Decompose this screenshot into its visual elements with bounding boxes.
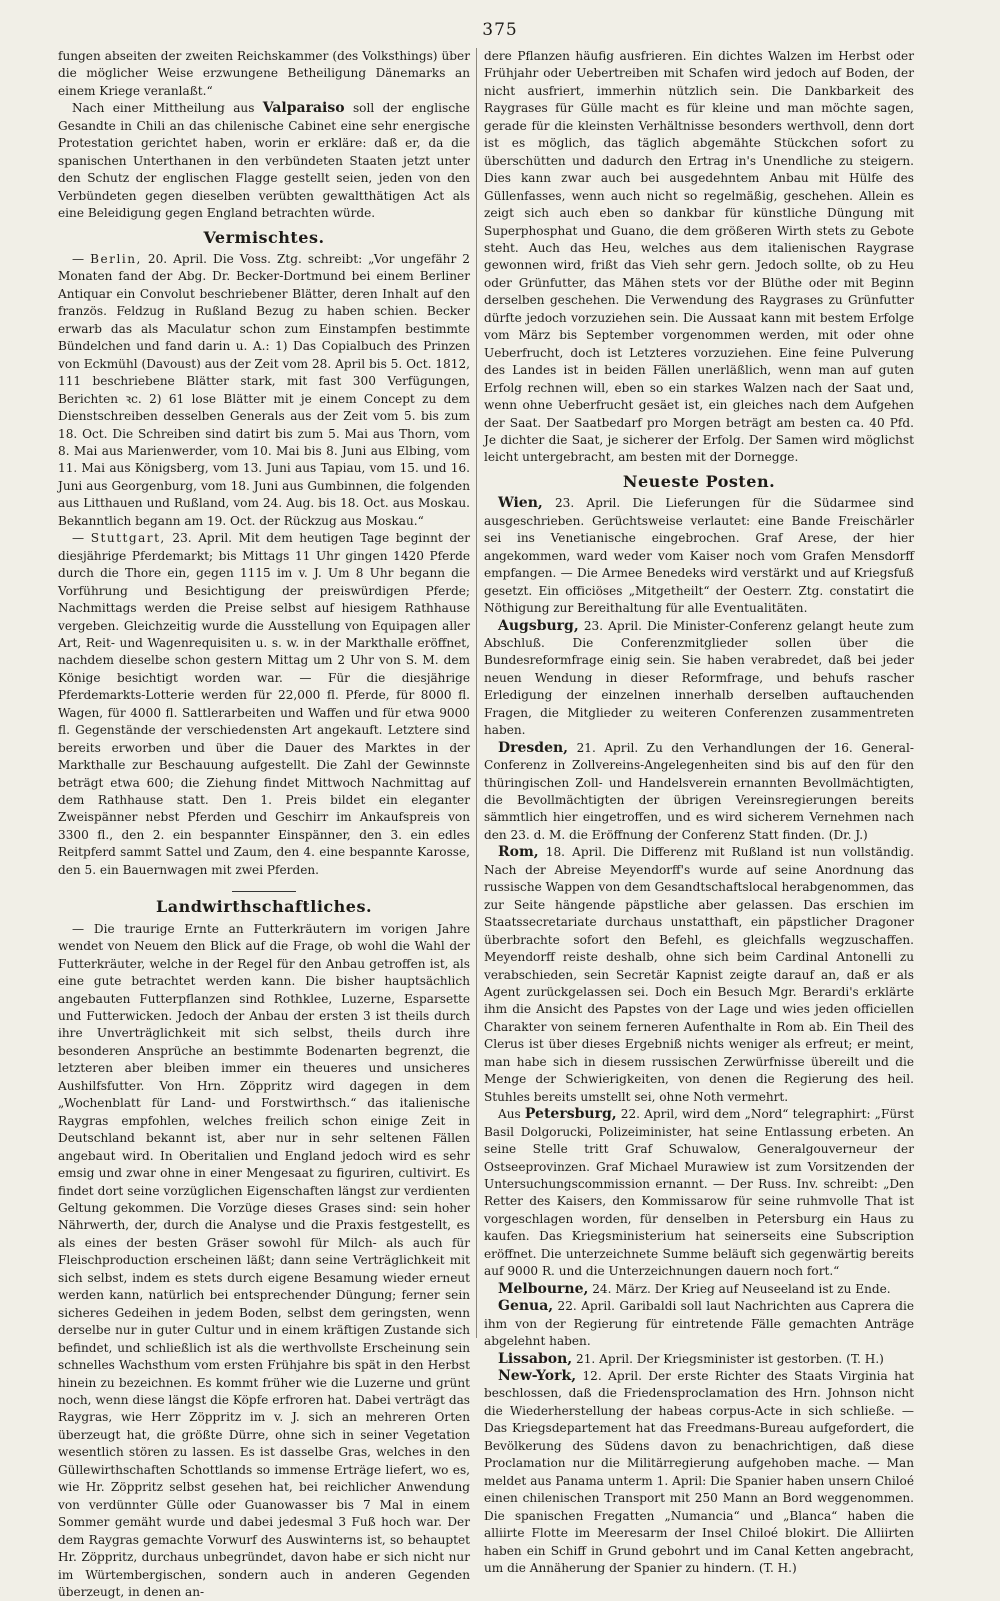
rom-paragraph — [484, 844, 914, 1106]
right-column — [484, 48, 914, 1577]
raygras-paragraph: — Die traurige Ernte an Futterkräutern im vorigen Jahre wendet von Neuem den Blick auf die Frage, ob wohl die Wahl der Futterkräuter, welche in der Regel für den Anbau getroffen ist, als eine gute betrachtet werden kann. Die bisher hauptsächlich angebauten Futterpflanzen sind Rothklee, Luzerne, Esparsette und Futterwicken. Jedoch der Anbau der ersten 3 ist theils durch ihre Unverträglichkeit mit sich selbst, theils durch ihre besonderen Ansprüche an bestimmte Bodenarten begrenzt, die letzteren aber bleiben immer ein theueres und unsicheres Aushilfsfutter. Von Hrn. Zöppritz wird dagegen in dem „Wochenblatt für Land- und Forstwirthsch.“ das italienische Raygras empfohlen, welches freilich schon einige Zeit in Deutschland bekannt ist, aber nur in sehr seltenen Fällen angebaut wird. In Oberitalien und England jedoch wird es sehr emsig und zwar ohne in einer Mengesaat zu figuriren, cultivirt. Es findet dort seine vorzüglichen Eigenschaften längst zur verdienten Geltung gekommen. Die Vorzüge dieses Grases sind: sein hoher Nährwerth, der, durch die Analyse und die Praxis festgestellt, es als eines der besten Gräser sowohl für Milch- als auch für Fleischproduction erscheinen läßt; dann seine Verträglichkeit mit sich selbst, indem es stets durch eigene Besamung wieder erneut werden kann, natürlich bei entsprechender Düngung; ferner sein sicheres Gedeihen in jedem Boden, selbst dem geringsten, wenn derselbe nur in guter Cultur und in einem kräftigen Zustande sich befindet, und schließlich ist als die werthvollste Erscheinung sein schnelles Wachsthum vom ersten Frühjahre bis spät in den Herbst hinein zu bezeichnen. Es kommt früher wie die Luzerne und grünt noch, wenn diese längst die Köpfe erfroren hat. Dabei verträgt das Raygras, wie Herr Zöppritz im v. J. sich an mehreren Orten überzeugt hat, die größte Dürre, ohne sich in seiner Vegetation wesentlich stören zu lassen. Es ist dasselbe Gras, welches in den Güllewirthschaften Schottlands so immense Erträge liefert, wo es, wie Hr. Zöppritz selbst gesehen hat, bei reichlicher Anwendung von verdünnter Gülle oder Guanowasser bis 7 Mal in einem Sommer gemäht wurde und dabei jedesmal 3 Fuß hoch war. Der dem Raygras gemachte Vorwurf des Auswinterns ist, so behauptet Hr. Zöppritz, durchaus unbegründet, davon habe er sich nicht nur im Würtembergischen, sondern auch in anderen Gegenden überzeugt, in denen an- — [58, 921, 470, 1599]
section-divider — [232, 891, 296, 892]
melbourne-paragraph — [484, 1281, 914, 1298]
dresden-place: Dresden, — [498, 739, 569, 756]
rom-place: Rom, — [498, 844, 539, 861]
wien-text: 23. April. Die Lieferungen für die Südarmee sind ausgeschrieben. Gerüchtsweise verlautet: eine Bande Freischärler sei ins Venetianische eingebrochen. Graf Arese, der hier angekommen, ward weder vom Kaiser noch vom Grafen Mensdorff empfangen. — Die Armee Benedeks wird verstärkt und auf Kriegsfuß gesetzt. Ein officiöses „Mitgetheilt“ der Oesterr. Ztg. constatirt die Nöthigung zur Bereithaltung für alle Eventualitäten. — [484, 496, 914, 616]
dresden-text: 21. April. Zu den Verhandlungen der 16. General-Conferenz in Zollvereins-Angelegenheiten sind bis auf den für den thüringischen Zoll- und Handelsverein ernannten Bevollmächtigten, die Bevollmächtigten der übrigen Vereinsregierungen bereits sämmtlich hier eingetroffen, und es wird sicherem Vernehmen nach den 23. d. M. die Eröffnung der Conferenz Statt finden. (Dr. J.) — [484, 740, 914, 842]
genua-place: Genua, — [498, 1298, 554, 1315]
valparaiso-paragraph — [58, 100, 470, 222]
newyork-text: 12. April. Der erste Richter des Staats Virginia hat beschlossen, daß die Friedensproclamation des Hrn. Johnson nicht die Wiederherstellung der habeas corpus-Acte in sich schließe. — Das Kriegsdepartement hat das Freedmans-Bureau aufgefordert, die Bevölkerung des Südens davon zu benachrichtigen, daß diese Proclamation nur die Militärregierung aufgehoben mache. — Man meldet aus Panama unterm 1. April: Die Spanier haben unsern Chiloé einen chilenischen Transport mit 250 Mann an Bord weggenommen. Die spanischen Fregatten „Numancia“ und „Blanca“ haben die alliirte Flotte im Meeresarm der Insel Chiloé blokirt. Die Alliirten haben ein Schiff in Grund gebohrt und im Canal Ketten angebracht, um die Annäherung der Spanier zu hindern. (T. H.) — [484, 1368, 914, 1575]
column-divider — [476, 48, 477, 1338]
melbourne-text: 24. März. Der Krieg auf Neuseeland ist zu Ende. — [592, 1281, 891, 1296]
stuttgart-paragraph — [58, 530, 470, 879]
stuttgart-text: 23. April. Mit dem heutigen Tage beginnt der diesjährige Pferdemarkt; bis Mittags 11 Uhr gingen 1420 Pferde durch die Thore ein, gegen 1115 im v. J. Um 8 Uhr begann die Vorführung und Besichtigung der preiswürdigen Pferde; Nachmittags werden die Preise selbst auf hiesigem Rathhause vergeben. Gleichzeitig wurde die Ausstellung von Equipagen aller Art, Reit- und Wagenrequisiten u. s. w. in der Markthalle eröffnet, nachdem dieselbe schon gestern Mittag um 2 Uhr von S. M. dem Könige besichtigt worden war. — Für die diesjährige Pferdemarkts-Lotterie werden für 22,000 fl. Pferde, für 8000 fl. Wagen, für 4000 fl. Sattlerarbeiten und Waffen und für etwa 9000 fl. Gegenstände der verschiedensten Art angekauft. Letztere sind bereits erworben und über die Dauer des Marktes in der Markthalle zur Beschauung aufgestellt. Die Zahl der Gewinnste beträgt etwa 600; die Ziehung findet Mittwoch Nachmittag auf dem Rathhause statt. Den 1. Preis bildet ein eleganter Zweispänner nebst Pferden und Geschirr im Ankaufspreis von 3300 fl., den 2. ein bespannter Einspänner, den 3. ein edles Reitpferd sammt Sattel und Zaum, den 4. eine bespannte Karosse, den 5. ein Bauernwagen mit zwei Pferden. — [58, 531, 470, 877]
dresden-paragraph — [484, 740, 914, 845]
berlin-dash: — — [72, 251, 85, 266]
newyork-place: New-York, — [498, 1367, 577, 1384]
section-title-neueste-posten: Neueste Posten. — [622, 471, 776, 491]
petersburg-paragraph — [484, 1106, 914, 1281]
rom-text: 18. April. Die Differenz mit Rußland ist nun vollständig. Nach der Abreise Meyendorff's wurde auf seine Anordnung das russische Wappen von dem Gesandtschaftslocal herabgenommen, das zur Seite hängende päpstliche aber gelassen. Das erschien im Staatssecretariate durchaus unstatthaft, ein päpstlicher Dragoner überbrachte sofort den Befehl, es gleichfalls wegzuschaffen. Meyendorff reiste deshalb, ohne sich beim Cardinal Antonelli zu verabschieden, sein Secretär Kapnist zeigte darauf an, daß er als Agent zurückgelassen sei. Doch ein Besuch Mgr. Berardi's erklärte ihm die Ansicht des Papstes von der Lage und wies jeden officiellen Charakter von seinem ferneren Aufenthalte in Rom ab. Ein Theil des Clerus ist über dieses Ergebniß nichts weniger als erfreut; er meint, man habe sich in diesem russischen Zerwürfnisse übereilt und die Menge der Schwierigkeiten, von denen die Regierung des heil. Stuhles bereits umstellt sei, ohne Noth vermehrt. — [484, 845, 914, 1104]
augsburg-text: 23. April. Die Minister-Conferenz gelangt heute zum Abschluß. Die Conferenzmitglieder sollen über die Bundesreformfrage einig sein. Sie haben verabredet, daß bei jeder neuen Wendung in dieser Reformfrage, und behufs rascher Erledigung der einzelnen innerhalb derselben auftauchenden Fragen, die Mitglieder zu weiteren Conferenzen zusammentreten haben. — [484, 618, 914, 738]
wien-paragraph — [484, 495, 914, 617]
stuttgart-dash: — — [72, 531, 85, 546]
intro-paragraph: fungen abseiten der zweiten Reichskammer (des Volksthings) über die möglicher Weise erzwungene Betheiligung Dänemarks an einem Kriege veranlaßt.“ — [58, 49, 470, 98]
section-title-vermischtes: Vermischtes. — [203, 227, 325, 247]
section-title-landwirthschaftliches: Landwirthschaftliches. — [155, 897, 373, 917]
valparaiso-text: soll der englische Gesandte in Chili an das chilenische Cabinet eine sehr energische Protestation gerichtet haben, worin er erkläre: daß er, da die spanischen Unterthanen in den verbündeten Staaten jetzt unter den Schutz der englischen Flagge gestellt seien, jeden von den Verbündeten gegen dieselben verübten gewaltthätigen Act als eine Beleidigung gegen England betrachten würde. — [58, 101, 470, 221]
berlin-text: 20. April. Die Voss. Ztg. schreibt: „Vor ungefähr 2 Monaten fand der Abg. Dr. Becker-Dortmund bei einem Berliner Antiquar ein Convolut beschriebener Blätter, deren Inhalt auf den französ. Feldzug in Rußland Bezug zu haben schien. Becker erwarb das als Maculatur schon zum Einstampfen bestimmte Bündelchen und fand darin u. A.: 1) Das Copialbuch des Prinzen von Eckmühl (Davoust) aus der Zeit vom 28. April bis 5. Oct. 1812, 111 beschriebene Blätter stark, mit fast 300 Verfügungen, Berichten ꝛc. 2) 61 lose Blätter mit je einem Concept zu dem Dienstschreiben desselben Generals aus der Zeit vom 5. bis zum 18. Oct. Die Schreiben sind datirt bis zum 5. Mai aus Thorn, vom 8. Mai aus Marienwerder, vom 10. Mai bis 8. Juni aus Elbing, vom 11. Mai aus Königsberg, vom 13. Juni aus Tapiau, vom 15. und 16. Juni aus Georgenburg, vom 18. Juni aus Gumbinnen, die folgenden aus Litthauen und Rußland, vom 24. Aug. bis 18. Oct. aus Moskau. Bekanntlich begann am 19. Oct. der Rückzug aus Moskau.“ — [58, 251, 470, 528]
petersburg-place: Petersburg, — [524, 1106, 617, 1123]
stuttgart-place: Stuttgart, — [90, 531, 166, 546]
augsburg-place: Augsburg, — [498, 617, 579, 634]
berlin-paragraph — [58, 251, 470, 530]
raygras-continuation: dere Pflanzen häufig ausfrieren. Ein dichtes Walzen im Herbst oder Frühjahr oder Uebertreiben mit Schafen wird jedoch auf Boden, der nicht ausfriert, immerhin nützlich sein. Die Dankbarkeit des Raygrases für Gülle macht es für kleine und man möchte sagen, gerade für die kleinsten Verhältnisse besonders werthvoll, denn dort ist es möglich, das täglich abgemähte Stückchen sofort zu überschütten und dadurch den Ertrag in's Unendliche zu steigern. Dies kann zwar auch bei ausgedehntem Anbau mit Hülfe des Güllenfasses, wenn auch nicht so regelmäßig, geschehen. Allein es zeigt sich auch eben so dankbar für künstliche Düngung mit Superphosphat und Guano, die dem größeren Wirth stets zu Gebote steht. Auch das Heu, welches aus dem italienischen Raygrase gewonnen wird, frißt das Vieh sehr gern. Jedoch sollte, ob zu Heu oder Grünfutter, das Mähen stets vor der Blüthe oder mit Beginn derselben geschehen. Die Verwendung des Raygrases zu Grünfutter dürfte jedoch vorzuziehen sein. Die Aussaat kann mit bestem Erfolge vom März bis September vorgenommen werden, mit oder ohne Ueberfrucht, doch ist Letzteres vorzuziehen. Eine feine Pulverung des Landes ist in beiden Fällen unerläßlich, wenn man auf guten Erfolg rechnen will, eben so ein starkes Walzen nach der Saat und, wenn ohne Ueberfrucht gesäet ist, ein gleiches nach dem Aufgehen der Saat. Der Saatbedarf pro Morgen beträgt am besten ca. 40 Pfd. Je dichter die Saat, je sicherer der Erfolg. Der Samen wird möglichst leicht untergebracht, am besten mit der Dornegge. — [484, 49, 914, 465]
berlin-place: Berlin, — [90, 251, 142, 266]
page-number: 375 — [482, 20, 518, 40]
valparaiso-place: Valparaiso — [262, 100, 345, 117]
lissabon-paragraph — [484, 1351, 914, 1368]
petersburg-text: 22. April, wird dem „Nord“ telegraphirt: „Fürst Basil Dolgorucki, Polizeiminister, hat seine Entlassung erbeten. An seine Stelle tritt Graf Schuwalow, Generalgouverneur der Ostseeprovinzen. Graf Michael Murawiew ist zum Vorsitzenden der Untersuchungscommission ernannt. — Der Russ. Inv. schreibt: „Den Retter des Kaisers, den Kommissarow für seine ruhmvolle That ist vorgeschlagen worden, für denselben in Petersburg ein Haus zu kaufen. Das Kriegsministerium hat seinerseits eine Subscription eröffnet. Die unterzeichnete Summe beläuft sich gegenwärtig bereits auf 9000 R. und die Unterzeichnungen dauern noch fort.“ — [484, 1107, 914, 1279]
genua-text: 22. April. Garibaldi soll laut Nachrichten aus Caprera die ihm von der Regierung für eintretende Fälle gemachten Anträge abgelehnt haben. — [484, 1299, 914, 1349]
augsburg-paragraph — [484, 618, 914, 740]
left-column — [58, 48, 470, 1601]
melbourne-place: Melbourne, — [498, 1280, 589, 1297]
genua-paragraph — [484, 1298, 914, 1350]
petersburg-lead: Aus — [498, 1107, 521, 1122]
valparaiso-lead: Nach einer Mittheilung aus — [72, 101, 255, 116]
lissabon-place: Lissabon, — [498, 1350, 573, 1367]
lissabon-text: 21. April. Der Kriegsminister ist gestorben. (T. H.) — [576, 1351, 884, 1366]
wien-place: Wien, — [498, 495, 543, 512]
newyork-paragraph — [484, 1368, 914, 1577]
